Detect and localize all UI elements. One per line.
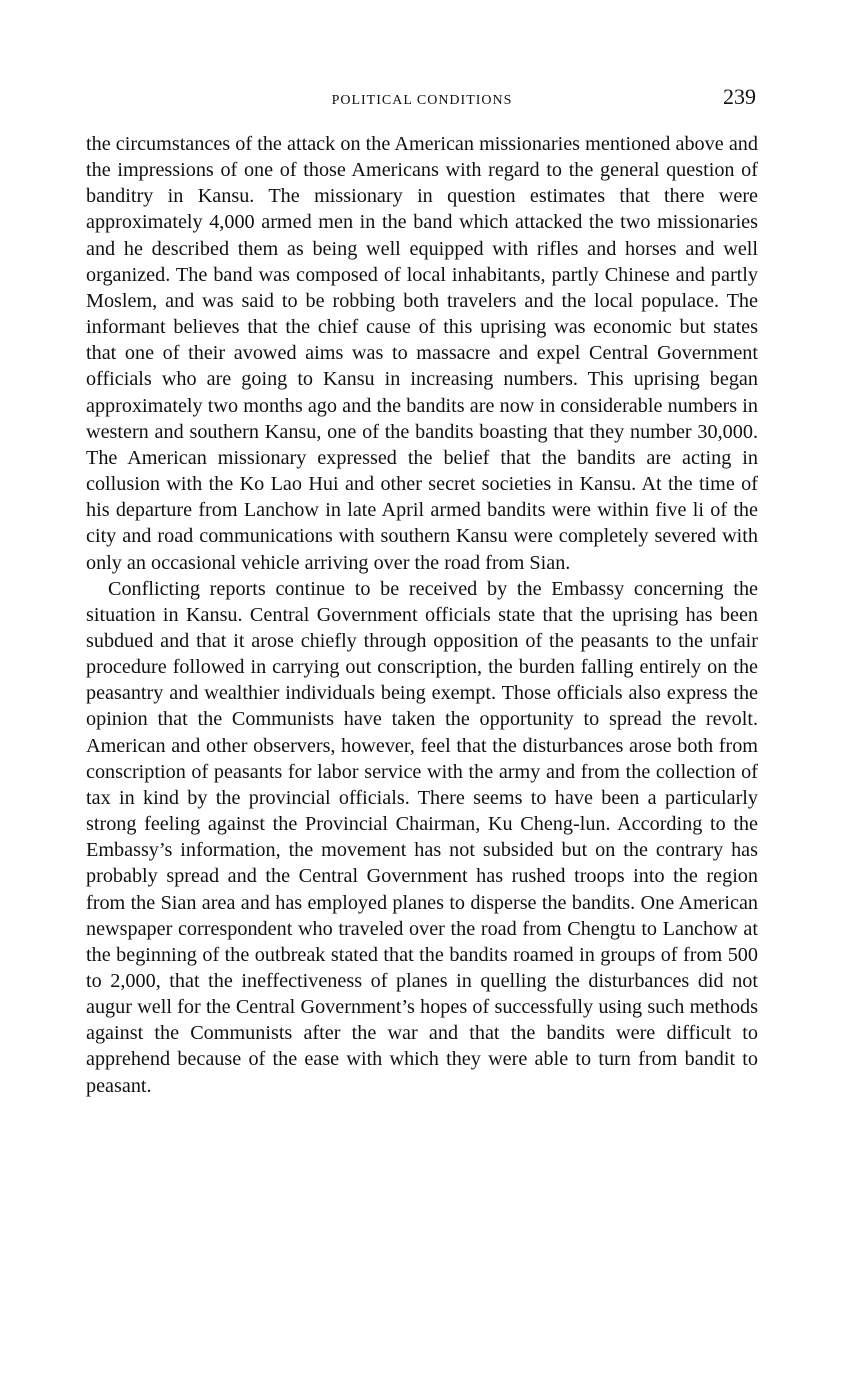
running-title: POLITICAL CONDITIONS bbox=[331, 93, 513, 108]
page-number: 239 bbox=[723, 84, 756, 109]
body-text bbox=[86, 131, 758, 1099]
running-head bbox=[86, 84, 758, 116]
paragraph-continued: the circumstances of the attack on the American missionaries mentioned above and the impressions of one of those Americans with regard to the general question of banditry in Kansu. The missionary in question estimates that there were approximately 4,000 armed men in the band which attacked the two missionaries and he described them as being well equipped with rifles and horses and well organized. The band was composed of local inhabitants, partly Chinese and partly Moslem, and was said to be robbing both travelers and the local populace. The informant believes that the chief cause of this uprising was economic but states that one of their avowed aims was to massacre and expel Central Government officials who are going to Kansu in increasing numbers. This uprising began approximately two months ago and the bandits are now in considerable numbers in western and southern Kansu, one of the bandits boasting that they number 30,000. The American missionary expressed the belief that the bandits are acting in collusion with the Ko Lao Hui and other secret societies in Kansu. At the time of his departure from Lanchow in late April armed bandits were within five li of the city and road communications with southern Kansu were completely severed with only an occasional vehicle arriving over the road from Sian. bbox=[86, 133, 758, 574]
paragraph-conflicting-reports: Conflicting reports continue to be received by the Embassy concerning the situation in Kansu. Central Government officials state that the uprising has been subdued and that it arose chiefly through opposition of the peasants to the unfair procedure followed in carrying out conscription, the burden falling entirely on the peasantry and wealthier individuals being exempt. Those officials also express the opinion that the Communists have taken the opportunity to spread the revolt. American and other observers, however, feel that the disturbances arose both from conscription of peasants for labor service with the army and from the collection of tax in kind by the provincial officials. There seems to have been a particularly strong feeling against the Provincial Chairman, Ku Cheng-lun. According to the Embassy’s information, the movement has not subsided but on the contrary has probably spread and the Central Government has rushed troops into the region from the Sian area and has employed planes to disperse the bandits. One American newspaper correspondent who traveled over the road from Chengtu to Lanchow at the beginning of the outbreak stated that the bandits roamed in groups of from 500 to 2,000, that the ineffectiveness of planes in quelling the disturbances did not augur well for the Central Government’s hopes of successfully using such methods against the Communists after the war and that the bandits were difficult to apprehend because of the ease with which they were able to turn from bandit to peasant. bbox=[86, 577, 758, 1097]
